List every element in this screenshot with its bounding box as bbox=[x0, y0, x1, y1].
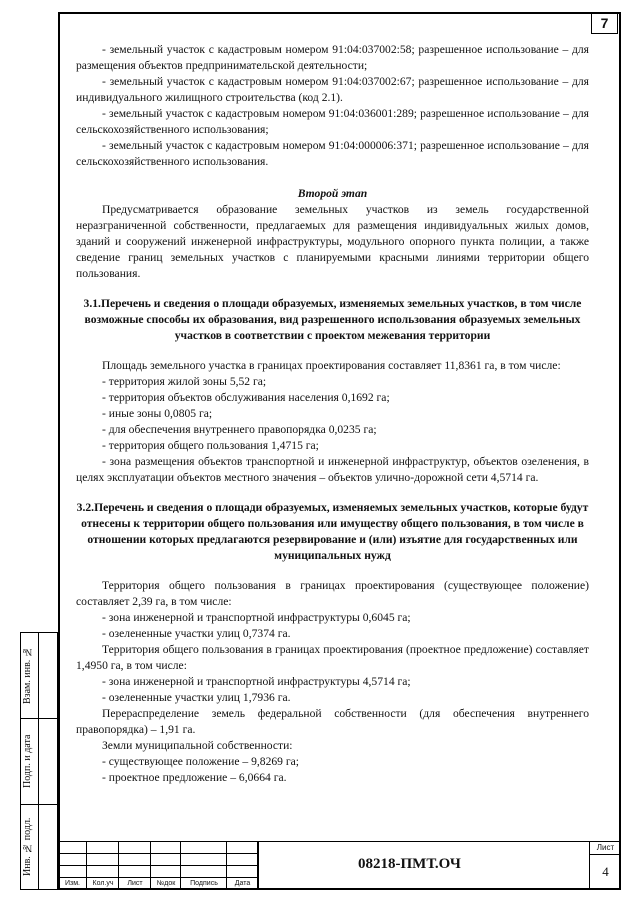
inv-podl-label: Инв. № подл. bbox=[22, 817, 33, 877]
list-item: - озелененные участки улиц 1,7936 га. bbox=[102, 691, 291, 704]
list-item: - проектное предложение – 6,0664 га. bbox=[102, 771, 287, 784]
section-3-2-p4: Земли муниципальной собственности: bbox=[102, 739, 293, 752]
title-block bbox=[58, 842, 621, 890]
list-item: - территория объектов обслуживания населения 0,1692 га; bbox=[102, 391, 390, 404]
divider bbox=[20, 804, 58, 805]
title-block-label-kolvo: Кол.уч bbox=[92, 880, 114, 887]
sheet-box bbox=[589, 842, 621, 890]
binding-strip-value-column bbox=[38, 632, 58, 890]
paragraph: - земельный участок с кадастровым номером 91:04:037002:58; разрешенное использование – для размещения объектов предпринимательской деятельности; bbox=[76, 43, 589, 72]
podp-data-label: Подп. и дата bbox=[22, 734, 33, 788]
list-item: - для обеспечения внутреннего правопорядка 0,0235 га; bbox=[102, 423, 377, 436]
section-3-2-heading: 3.2.Перечень и сведения о площади образуемых, изменяемых земельных участков, которые будут отнесены к территории общего пользования или имуществу общего пользования, в том числе в отношении которых предлагаются резервирование и (или) изъятие для государственных или муниципальных нужд bbox=[76, 501, 589, 562]
title-block-grid bbox=[58, 842, 258, 890]
list-item: - зона инженерной и транспортной инфраструктуры 4,5714 га; bbox=[102, 675, 411, 688]
sheet-label: Лист bbox=[590, 842, 621, 855]
list-item: - территория жилой зоны 5,52 га; bbox=[102, 375, 267, 388]
section-3-1-intro: Площадь земельного участка в границах проектирования составляет 11,8361 га, в том числе: bbox=[102, 359, 561, 372]
sheet-number: 4 bbox=[602, 864, 609, 879]
list-item: - территория общего пользования 1,4715 га; bbox=[102, 439, 319, 452]
vzam-inv-label: Взам. инв. № bbox=[22, 646, 33, 704]
document-body bbox=[76, 42, 589, 786]
title-block-label-data: Дата bbox=[234, 880, 251, 887]
section-3-1-heading: 3.1.Перечень и сведения о площади образуемых, изменяемых земельных участков, в том числе возможные способы их образования, вид разрешенного использования образуемых земельных участков в соответствии с проектом межевания территории bbox=[83, 297, 582, 342]
title-block-label-list: Лист bbox=[127, 880, 143, 887]
list-item: - зона размещения объектов транспортной и инженерной инфраструктур, объектов озеленения, в целях эксплуатации объектов местного значения – объектов улично-дорожной сети 4,5714 га. bbox=[76, 455, 589, 484]
divider bbox=[20, 718, 58, 719]
section-3-2-p1: Территория общего пользования в границах проектирования (существующее положение) составляет 2,39 га, в том числе: bbox=[76, 579, 589, 608]
section-3-2-p2: Территория общего пользования в границах проектирования (проектное предложение) составляет 1,4950 га, в том числе: bbox=[76, 643, 589, 672]
page-number-box: 7 bbox=[591, 13, 618, 34]
title-block-label-ndok: №док bbox=[156, 880, 176, 887]
divider bbox=[258, 842, 259, 890]
title-block-label-podpis: Подпись bbox=[190, 880, 218, 887]
list-item: - зона инженерной и транспортной инфраструктуры 0,6045 га; bbox=[102, 611, 411, 624]
binding-strip bbox=[20, 632, 58, 890]
paragraph: - земельный участок с кадастровым номером 91:04:036001:289; разрешенное использование – для сельскохозяйственного использования; bbox=[76, 107, 589, 136]
stage-heading: Второй этап bbox=[297, 187, 368, 200]
list-item: - озелененные участки улиц 0,7374 га. bbox=[102, 627, 291, 640]
paragraph: - земельный участок с кадастровым номером 91:04:037002:67; разрешенное использование – для индивидуального жилищного строительства (код 2.1). bbox=[76, 75, 589, 104]
list-item: - иные зоны 0,0805 га; bbox=[102, 407, 213, 420]
paragraph: - земельный участок с кадастровым номером 91:04:000006:371; разрешенное использование – для сельскохозяйственного использования. bbox=[76, 139, 589, 168]
stage-paragraph: Предусматривается образование земельных участков из земель государственной неразграниченной собственности, предлагаемых для размещения индивидуальных жилых домов, зданий и сооружений инженерной инфраструктуры, модульного опорного пункта полиции, а также сведение границ земельных участков с планируемыми красными линиями территории общего пользования. bbox=[76, 203, 589, 280]
list-item: - существующее положение – 9,8269 га; bbox=[102, 755, 299, 768]
section-3-2-p3: Перераспределение земель федеральной собственности (для обеспечения внутреннего правопорядка) – 1,91 га. bbox=[76, 707, 589, 736]
document-code: 08218-ПМТ.ОЧ bbox=[358, 856, 461, 872]
title-block-label-izm: Изм. bbox=[65, 880, 80, 887]
